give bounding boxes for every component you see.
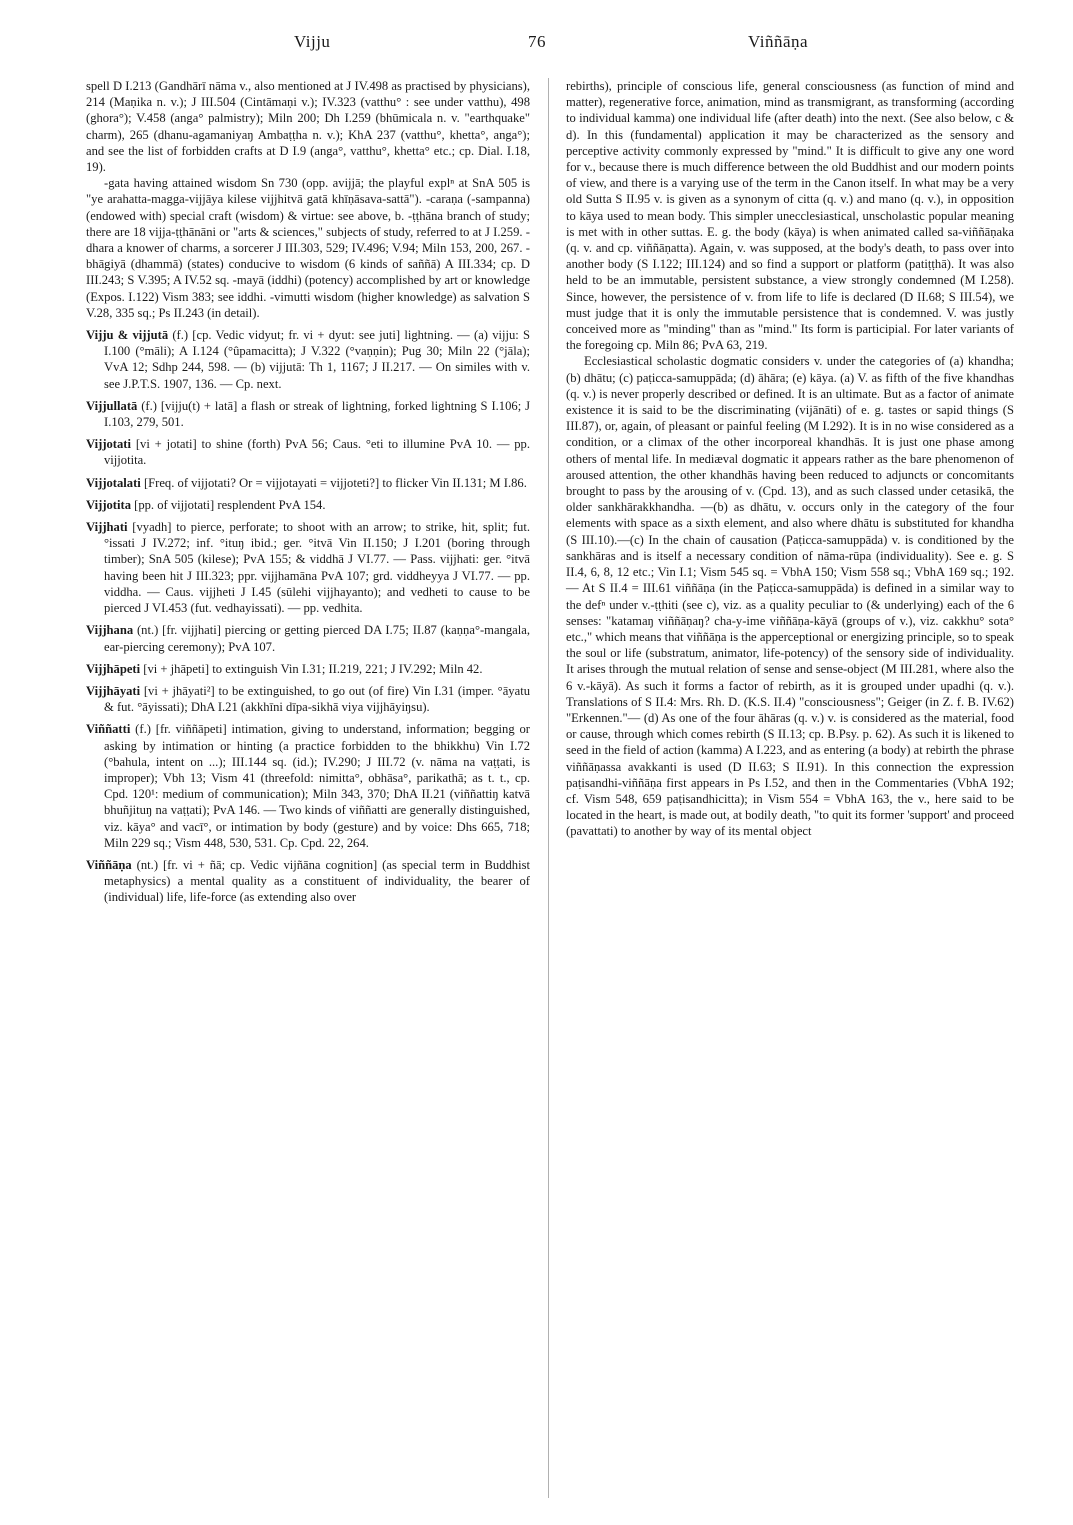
entry-paragraph: -gata having attained wisdom Sn 730 (opp. avijjā; the playful explⁿ at SnA 505 is "ye arahatta-magga-vijjāya kilese vijjhitvā gatā khīṇāsava-sattā"). -caraṇa (-sampanna) (endowed with) special craft (wisdom) & virtue: see above, b. -ṭṭhāna branch of study; there are 18 vijja-ṭṭhānāni or "arts & sciences," subjects of study, referred to at J I.259. -dhara a knower of charms, a sorcerer J III.303, 529; IV.496; V.94; Miln 153, 200, 267. -bhāgiyā (dhammā) (states) conducive to wisdom (6 kinds of saññā) A III.334; cp. D III.243; S V.395; A IV.52 sq. -mayā (iddhi) (potency) accomplished by art or knowledge (Expos. I.122) Vism 383; see iddhi. -vimutti wisdom (higher knowledge) as salvation S V.28, 335 sq.; Ps II.243 (in detail). (86, 176, 530, 320)
right-column (566, 78, 1014, 840)
entry-definition: [pp. of vijjotati] resplendent PvA 154. (131, 497, 326, 512)
dictionary-entry (86, 519, 530, 616)
entry-definition: [Freq. of vijjotati? Or = vijjotayati = vijjoteti?] to flicker Vin II.131; M I.86. (140, 475, 527, 490)
entry-definition: [vi + jhāpeti] to extinguish Vin I.31; II.219, 221; J IV.292; Miln 42. (140, 661, 483, 676)
entry-headword: Vijjotalati (86, 475, 141, 490)
left-column (86, 78, 530, 906)
entry-headword: Vijjhati (86, 520, 128, 535)
running-head-left: Vijju (294, 32, 331, 51)
entry-definition: [vyadh] to pierce, perforate; to shoot with an arrow; to strike, hit, split; fut. °issati J IV.272; inf. °ituŋ ibid.; ger. °itvā Vin II.150; J I.201 (boring through timber); SnA 505 (kilese); PvA 155; & viddhā J VI.77. — Pass. vijjhati: ger. °itvā having been hit J III.323; ppr. vijjhamāna PvA 107; grd. viddheyya J VI.77. — pp. viddha. — Caus. vijjheti J I.45 (sūlehi vijjhayanto); and vedheti to cause to be pierced J VI.453 (fut. vedhayissati). — pp. vedhita. (104, 520, 530, 616)
entry-definition: [vi + jhāyati²] to be extinguished, to go out (of fire) Vin I.31 (imper. °āyatu & fut. °āyissati); DhA I.21 (akkhīni dīpa-sikhā viya vijjhāyiŋsu). (104, 683, 530, 715)
dictionary-entry (86, 475, 530, 491)
entry-headword: Vijju & vijjutā (86, 328, 169, 343)
column-divider (548, 78, 549, 1498)
dictionary-entry (86, 436, 530, 468)
entry-definition: (f.) [cp. Vedic vidyut; fr. vi + dyut: see juti] lightning. — (a) vijju: S I.100 (°māli); A I.124 (°ûpamacitta); J V.322 (°vaṇṇin); Pug 30; Miln 22 (°jāla); VvA 12; Sdhp 244, 598. — (b) vijjutā: Th 1, 1167; J II.217. — On similes with v. see J.P.T.S. 1907, 136. — Cp. next. (104, 328, 531, 391)
entry-headword: Vijjullatā (86, 398, 138, 413)
dictionary-entry (86, 683, 530, 715)
page-number: 76 (528, 32, 546, 51)
entry-continuation: spell D I.213 (Gandhārī nāma v., also mentioned at J IV.498 as practised by physicians), 214 (Maṇika n. v.); J III.504 (Cintāmaṇi v.); IV.323 (vatthu° : see under vatthu), 498 (ghora°); V.458 (anga° palmistry); Miln 200; Dh I.259 (bhūmicala n. v. "earthquake" charm), 265 (dhanu-agamaniyaŋ Ambaṭṭha n. v.); KhA 237 (vatthu°, khetta°, anga°); and see the list of forbidden crafts at D I.9 (anga°, vatthu°, khetta° etc.; cp. Dial. I.18, 19). (86, 79, 530, 175)
entry-headword: Viññāṇa (86, 857, 132, 872)
dictionary-entry (86, 327, 530, 392)
entry-definition: (f.) [vijju(t) + latā] a flash or streak of lightning, forked lightning S I.106; J I.103, 279, 501. (104, 398, 530, 430)
entry-headword: Viññatti (86, 722, 131, 737)
dictionary-entry (86, 857, 530, 906)
dictionary-entry (86, 661, 530, 677)
dictionary-entry (86, 398, 530, 430)
entry-definition: (f.) [fr. viññāpeti] intimation, giving to understand, information; begging or asking by intimation or hinting (a practice forbidden to the bhikkhu) Vin I.72 (°bahula, intent on ...); III.144 sq. (id.); IV.290; J III.72 (v. nāma na vaṭṭati, is improper); Vbh 13; Vism 41 (threefold: nimitta°, obhāsa°, parikathā; as t. t., cp. Cpd. 120¹: medium of communication); Miln 343, 370; DhA II.21 (viññattiŋ katvā bhuñjituŋ na vaṭṭati); PvA 146. — Two kinds of viññatti are generally distinguished, viz. kāya° and vacī°, or intimation by body (gesture) and by voice: Dhs 665, 718; Miln 229 sq.; Vism 448, 530, 531. Cp. Cpd. 22, 264. (104, 722, 530, 850)
entry-definition: (nt.) [fr. vijjhati] piercing or getting pierced DA I.75; II.87 (kaṇṇa°-mangala, ear-piercing ceremony); PvA 107. (104, 623, 530, 654)
entry-headword: Vijjhāpeti (86, 661, 141, 676)
running-head-right: Viññāṇa (748, 32, 809, 51)
entry-headword: Vijjotati (86, 437, 131, 452)
entry-paragraph: Ecclesiastical scholastic dogmatic considers v. under the categories of (a) khandha; (b) dhātu; (c) paṭicca-samuppāda; (d) āhāra; (e) kāya. (a) V. as fifth of the five khandhas (q. v.) is never properly described or defined. It is an ultimate. But as a factor of animate existence it is said to be the discriminating (vijānāti) of e. g. tastes or sapid things (S III.87), or, again, of pleasant or painful feeling (M I.292). It is in no wise considered as a condition, or a climax of the other incorporeal khandhās. It is just one phase among others of mental life. In mediæval dogmatic it appears rather as the bare phenomenon of aroused attention, the other khandhās having been reduced to adjuncts or concomitants brought to pass by the arousing of v. (Cpd. 13), and as such classed under cetasikā, the older sankhārakkhandha. —(b) as dhātu, v. occurs only in the category of the four elements with space as a sixth element, and also where dhātu is substituted for khandha (S III.10).—(c) In the chain of causation (Paṭicca-samuppāda) v. is conditioned by the sankhāras and is itself a necessary condition of nāma-rūpa (individuality). See e. g. S II.4, 6, 8, 12 etc.; Vin I.1; Vism 545 sq. = VbhA 150; Vism 558 sq.; VbhA 169 sq.; 192. — At S II.4 = III.61 viññāṇa (in the Paṭicca-samuppāda) is defined in a similar way to the defⁿ under v.-ṭṭhiti (see c), viz. as a quality peculiar to (& underlying) each of the 6 senses: "katamaŋ viññāṇaŋ? cha-y-ime viññāṇa-kāyā (groups of v.), viz. cakkhu° sota° etc.," which means that viññāṇa is the apperceptional or energizing principle, so to speak the soul or life (substratum, animator, life-potency) of the sensory side of individuality. It arises through the mutual relation of sense and sense-object (M III.281, where also the 6 v.-kāyā). As such it forms a factor of rebirth, as it is grouped under upadhi (q. v.). Translations of S II.4: Mrs. Rh. D. (K.S. II.4) "consciousness"; Geiger (in Z. f. B. IV.62) "Erkennen."— (d) As one of the four āhāras (q. v.) v. is considered as the material, food or cause, through which comes rebirth (S II.13; cp. B.Psy. p. 62). As such it is likened to seed in the field of action (kamma) A I.223, and as entering (a body) at rebirth the phrase viññāṇassa avakkanti is used (D II.63; S II.91). In this connection the expression paṭisandhi-viññāṇa first appears in Ps I.52, and then in the Commentaries (VbhA 192; cf. Vism 548, 659 paṭisandhicitta); in Vism 554 = VbhA 163, the v., here said to be located in the heart, is made out, at bodily death, "to quit its former 'support' and proceed (pavattati) to another by way of its mental object (566, 354, 1014, 839)
entry-definition: [vi + jotati] to shine (forth) PvA 56; Caus. °eti to illumine PvA 10. — pp. vijjotita. (104, 437, 530, 468)
entry-definition: (nt.) [fr. vi + ñā; cp. Vedic vijñāna cognition] (as special term in Buddhist metaphysics) a mental quality as a constituent of individuality, the bearer of (individual) life, life-force (as extending also over (104, 857, 530, 905)
entry-headword: Vijjhana (86, 623, 134, 638)
entry-headword: Vijjhāyati (86, 683, 141, 698)
dictionary-entry (86, 721, 530, 851)
dictionary-entry (86, 622, 530, 654)
dictionary-entry (86, 497, 530, 513)
entry-continuation: rebirths), principle of conscious life, general consciousness (as function of mind and matter), regenerative force, animation, mind as transmigrant, as transforming (according to individual kamma) one individual life (after death) into the next. (See also below, c & d). In this (fundamental) application it may be characterized as the sensory and perceptive activity commonly expressed by "mind." It is difficult to give any one word for v., because there is much difference between the old Buddhist and our modern points of view, and there is a varying use of the term in the Canon itself. In what may be a very old Sutta S II.95 v. is given as a synonym of citta (q. v.) and mano (q. v.), in opposition to kāya used to mean body. This simpler unecclesiastical, unscholastic popular meaning is met with in other suttas. E. g. the body (kāya) is when animated called sa-viññāṇaka (q. v. and cp. viññāṇatta). Again, v. was supposed, at the body's death, to pass over into another body (S I.122; III.124) and so find a support or platform (patiṭṭhā). It was also held to be an immutable, persistent substance, a view strongly condemned (M I.258). Since, however, the persistence of v. from life to life is declared (D II.68; S III.54), we must judge that it is only the immutable persistence that is condemned. V. was justly conceived more as "minding" than as "mind." Its form is participial. For later variants of the foregoing cp. Miln 86; PvA 63, 219. (566, 79, 1014, 353)
entry-headword: Vijjotita (86, 497, 131, 512)
